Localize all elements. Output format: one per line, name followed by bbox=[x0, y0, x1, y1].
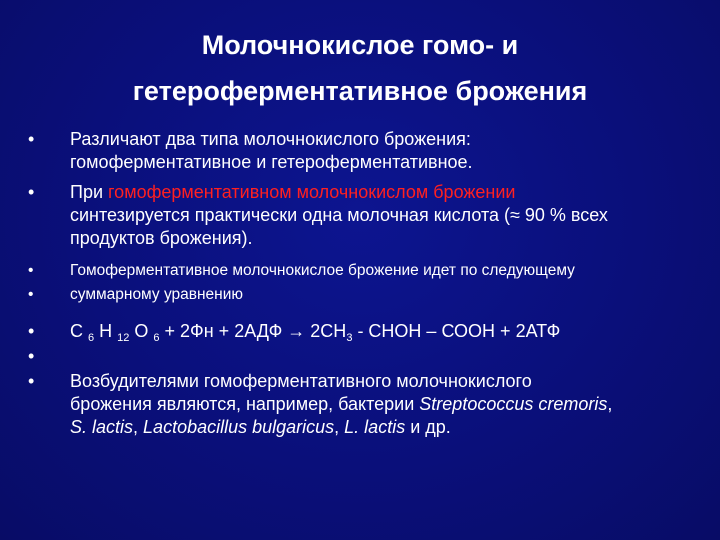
species-name: L. lactis bbox=[344, 417, 406, 437]
bullet-text: брожения являются, например, бактерии bbox=[70, 394, 420, 414]
bullet-text-line: Различают два типа молочнокислого брожения: bbox=[70, 129, 471, 149]
bullet-text-line: синтезируется практически одна молочная кислота (≈ 90 % всех bbox=[70, 205, 608, 225]
equation-part: С bbox=[70, 321, 88, 341]
species-name: S. lactis bbox=[70, 417, 134, 437]
bullet-text-line: Гомоферментативное молочнокислое брожение идет по следующему bbox=[70, 262, 575, 279]
bullet-text: и др. bbox=[405, 417, 451, 437]
bullet-marker: • bbox=[28, 346, 35, 366]
bullet-list bbox=[28, 128, 688, 439]
bullet-item-equation bbox=[28, 320, 688, 343]
bullet-item-types bbox=[28, 128, 688, 174]
chemical-equation bbox=[70, 320, 688, 343]
bullet-text-line bbox=[70, 416, 688, 439]
bullet-item-pathogens bbox=[28, 370, 688, 439]
bullet-item-homofermentative bbox=[28, 181, 688, 250]
bullet-text: , bbox=[334, 417, 345, 437]
bullet-marker: • bbox=[28, 182, 35, 202]
bullet-text-line: Возбудителями гомоферментативного молочнокислого bbox=[70, 371, 532, 391]
equation-part: О bbox=[129, 321, 154, 341]
bullet-item-equation-intro-1 bbox=[28, 260, 688, 282]
bullet-text: , bbox=[607, 394, 613, 414]
bullet-marker: • bbox=[28, 262, 34, 279]
highlighted-text: гомоферментативном молочнокислом брожении bbox=[108, 182, 516, 202]
equation-part: Н bbox=[94, 321, 118, 341]
equation-part: - СНОН – СООН + 2АТФ bbox=[352, 321, 561, 341]
bullet-text-line: суммарному уравнению bbox=[70, 286, 244, 303]
bullet-text-line: гомоферментативное и гетероферментативное. bbox=[70, 152, 473, 172]
bullet-text-line bbox=[70, 393, 688, 416]
equation-subscript: 6 bbox=[88, 332, 95, 344]
bullet-text-line: продуктов брожения). bbox=[70, 228, 253, 248]
equation-subscript: 12 bbox=[117, 332, 130, 344]
bullet-marker: • bbox=[28, 371, 35, 391]
bullet-item-empty bbox=[28, 345, 688, 368]
bullet-marker: • bbox=[28, 286, 34, 303]
title-line-2: гетероферментативное брожения bbox=[132, 76, 588, 106]
bullet-text-line bbox=[70, 181, 688, 204]
bullet-marker: • bbox=[28, 129, 35, 149]
species-name: Lactobacillus bulgaricus bbox=[143, 417, 335, 437]
species-name: Streptococcus cremoris bbox=[419, 394, 608, 414]
title-line-1: Молочнокислое гомо- и bbox=[201, 30, 519, 60]
equation-subscript: 3 bbox=[346, 332, 353, 344]
equation-subscript: 6 bbox=[153, 332, 160, 344]
bullet-text: , bbox=[133, 417, 144, 437]
bullet-text: При bbox=[70, 182, 109, 202]
slide-title bbox=[60, 22, 660, 114]
bullet-marker: • bbox=[28, 321, 35, 341]
equation-part: + 2Фн + 2АДФ → 2СН bbox=[159, 321, 347, 341]
bullet-item-equation-intro-2 bbox=[28, 284, 688, 306]
